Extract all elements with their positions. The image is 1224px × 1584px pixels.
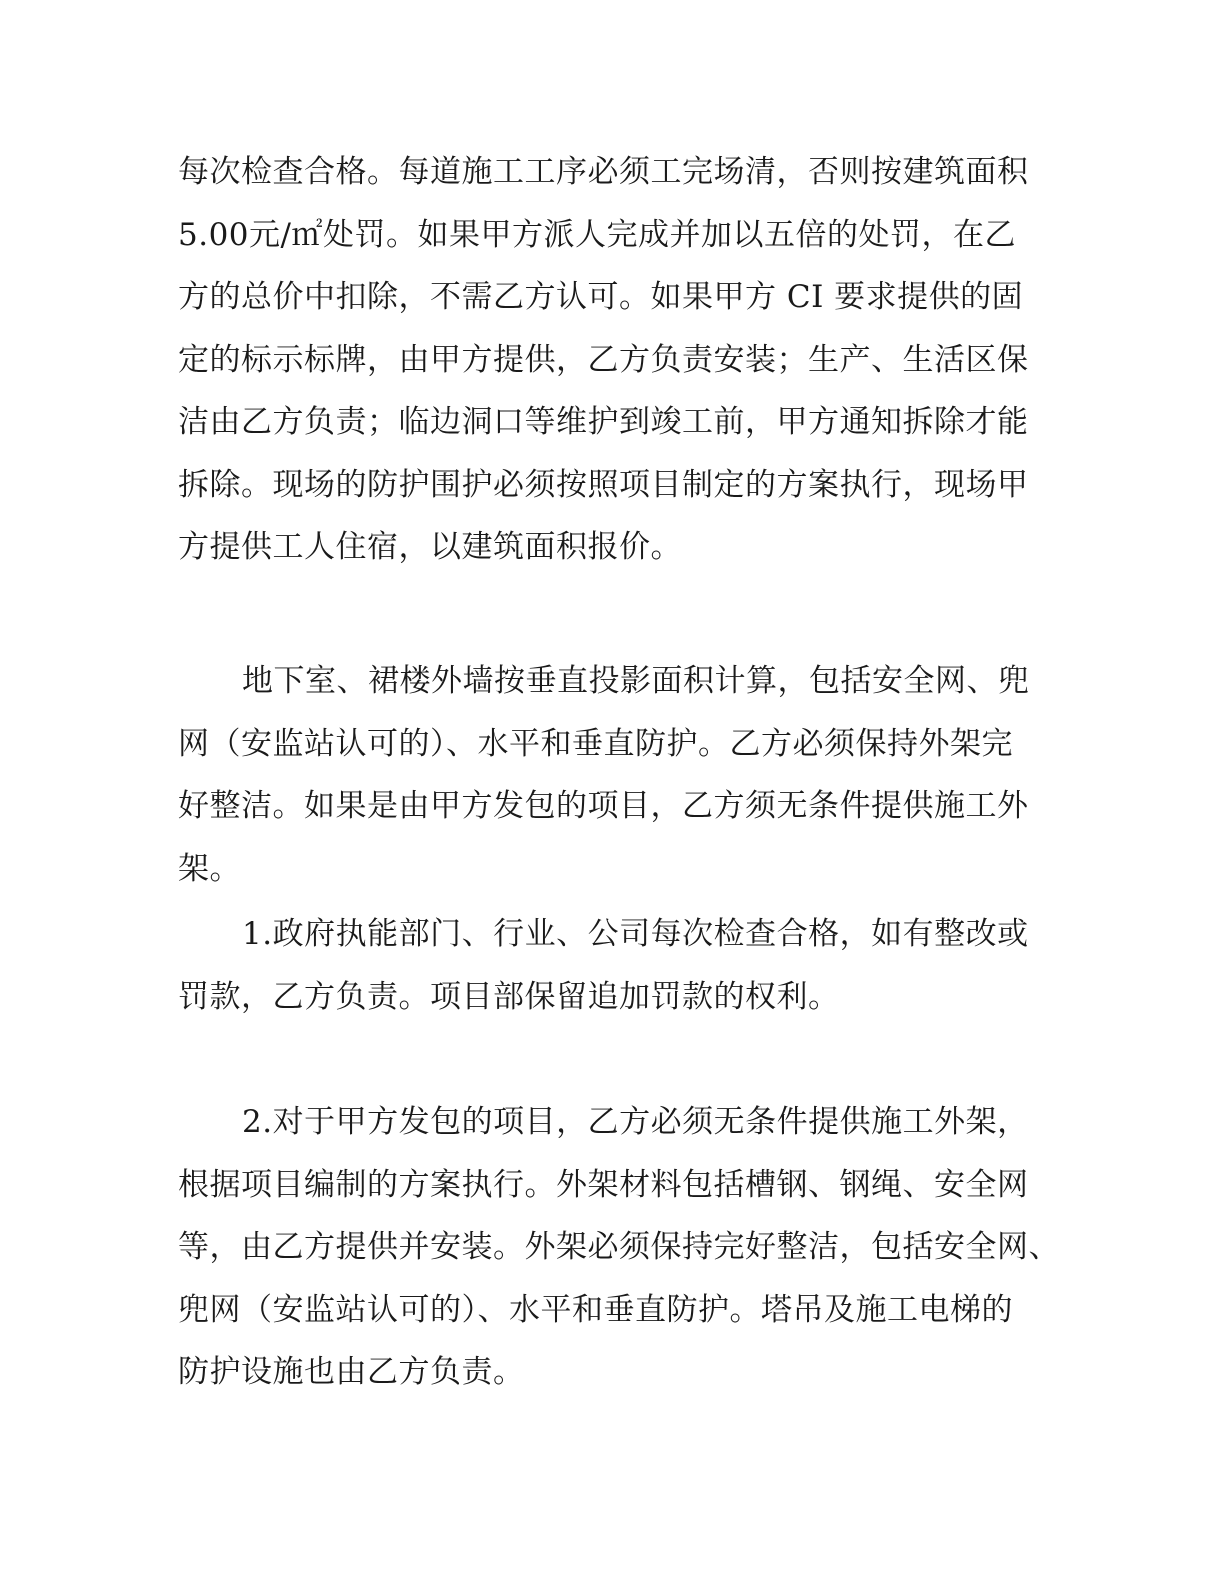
text-line: 架。 xyxy=(178,850,241,887)
paragraph-item-2 xyxy=(178,1091,1060,1404)
text-line: 每次检查合格。每道施工工序必须工完场清，否则按建筑面积 xyxy=(178,154,1029,190)
text-line: 方提供工人住宿，以建筑面积报价。 xyxy=(178,529,682,565)
text-line: 洁由乙方负责；临边洞口等维护到竣工前，甲方通知拆除才能 xyxy=(178,404,1029,440)
text-line: 地下室、裙楼外墙按垂直投影面积计算，包括安全网、兜 xyxy=(242,663,1030,699)
text-line: 2.对于甲方发包的项目，乙方必须无条件提供施工外架， xyxy=(242,1104,1029,1140)
text-line: 拆除。现场的防护围护必须按照项目制定的方案执行，现场甲 xyxy=(178,466,1029,503)
text-line: 方的总价中扣除，不需乙方认可。如果甲方 CI 要求提供的固 xyxy=(178,279,1024,315)
text-line: 5.00元/㎡处罚。如果甲方派人完成并加以五倍的处罚，在乙 xyxy=(178,216,1016,253)
paragraph-exterior-wall xyxy=(178,650,1048,900)
text-line: 根据项目编制的方案执行。外架材料包括槽钢、钢绳、安全网 xyxy=(178,1166,1029,1203)
text-line: 网（安监站认可的）、水平和垂直防护。乙方必须保持外架完 xyxy=(178,725,1013,762)
text-line: 定的标示标牌，由甲方提供，乙方负责安装；生产、生活区保 xyxy=(178,341,1029,378)
paragraph-item-1 xyxy=(178,903,1048,1028)
paragraph-site-cleanup xyxy=(178,141,1048,579)
text-line: 罚款，乙方负责。项目部保留追加罚款的权利。 xyxy=(178,978,840,1015)
text-line: 防护设施也由乙方负责。 xyxy=(178,1354,525,1390)
text-line: 好整洁。如果是由甲方发包的项目，乙方须无条件提供施工外 xyxy=(178,788,1029,824)
text-line: 1.政府执能部门、行业、公司每次检查合格，如有整改或 xyxy=(242,916,1029,952)
text-line: 兜网（安监站认可的）、水平和垂直防护。塔吊及施工电梯的 xyxy=(178,1291,1013,1328)
text-line: 等，由乙方提供并安装。外架必须保持完好整洁，包括安全网、 xyxy=(178,1229,1060,1265)
